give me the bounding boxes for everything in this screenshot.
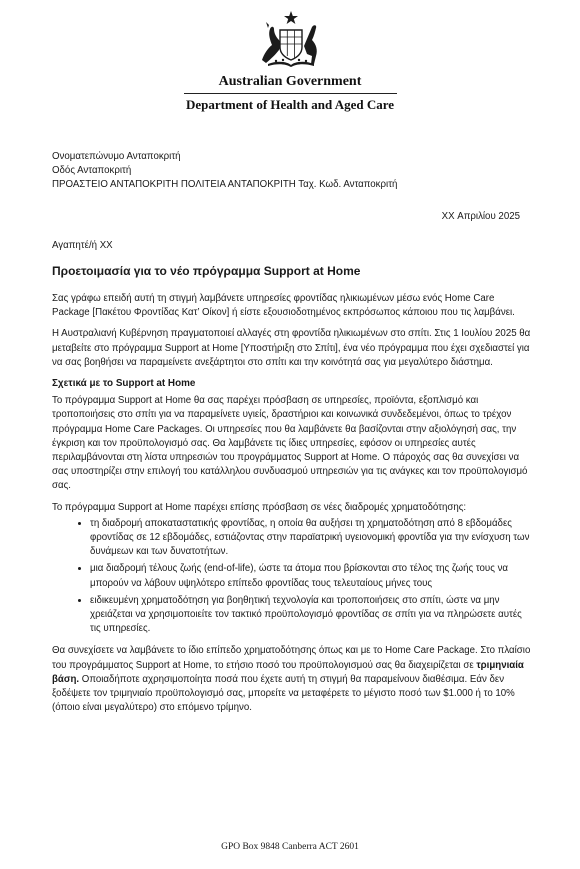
list-item: • τη διαδρομή αποκαταστατικής φροντίδας, η οποία θα αυξήσει τη χρηματοδότηση από 8 εβδομάδες φροντίδας σε 12 εβδομάδες, εστιάζοντας στην παραϊατρική υγειονομική φροντίδα για την ενίσχυση των δυνάμεων και των δυνατοτήτων. (90, 517, 534, 560)
paragraph-budget (52, 644, 534, 715)
salutation: Αγαπητέ/ή XX (52, 240, 113, 251)
list-item: • ειδικευμένη χρηματοδότηση για βοηθητική τεχνολογία και τροποποιήσεις στο σπίτι, ώστε να μην χρειάζεται να χρησιμοποιείτε τον τακτικό προϋπολογισμό φροντίδας σε σπίτι για να πληρώσετε αυτές τις υπηρεσίες. (90, 594, 534, 637)
list-item: • μια διαδρομή τέλους ζωής (end-of-life), ώστε τα άτομα που βρίσκονται στο τέλος της ζωής τους να μπορούν να λάβουν υψηλότερο επίπεδο φροντίδας τους τελευταίους μήνες τους (90, 562, 534, 590)
footer-address: GPO Box 9848 Canberra ACT 2601 (221, 842, 359, 852)
paragraph-about: Το πρόγραμμα Support at Home θα σας παρέχει πρόσβαση σε υπηρεσίες, προϊόντα, εξοπλισμό και τροποποιήσεις στο σπίτι για να παραμείνετε υγιείς, δραστήριοι και κοινωνικά συνδεδεμένοι, όπως το τρέχον πρόγραμμα Home Care Packages. Οι υπηρεσίες που θα λαμβάνετε θα βασίζονται στην αξιολόγησή σας, την έγκριση και τον προϋπολογισμό σας. Θα λαμβάνετε τις ίδιες υπηρεσίες, εφόσον οι υπηρεσίες αυτές περιλαμβάνονται στη λίστα υπηρεσιών του προγράμματος Support at Home. Ο πάροχός σας θα συνεχίσει να σας υποστηρίζει στην επιλογή του κατάλληλου συνδυασμού υπηρεσιών για τις ανάγκες και τον προϋπολογισμό σας. (52, 395, 528, 492)
department-name: Department of Health and Aged Care (185, 97, 395, 112)
paragraph-intro: Σας γράφω επειδή αυτή τη στιγμή λαμβάνετε υπηρεσίες φροντίδας ηλικιωμένων μέσω ενός Home Care Package [Πακέτου Φροντίδας Κατ’ Οίκον] ή είστε εξουσιοδοτημένος εκπρόσωπος κάποιου που τις λαμβάνει. (52, 293, 515, 319)
letter-subject: Προετοιμασία για το νέο πρόγραμμα Support at Home (52, 264, 361, 278)
letter-date: XX Απριλίου 2025 (441, 211, 520, 222)
letterhead-divider (184, 93, 397, 94)
budget-text-part2: Οποιαδήποτε αχρησιμοποίητα ποσά που έχετε αυτή τη στιγμή θα παραμείνουν διαθέσιμα. Εάν δεν ξοδέψετε τον τριμηνιαίο προϋπολογισμό σας, μπορείτε να μεταφέρετε το μέγιστο ποσό των $1.000 ή το 10% (όποιο είναι μεγαλύτερο) στο επόμενο τρίμηνο. (52, 673, 515, 714)
funding-pathways-list (52, 517, 534, 637)
recipient-address (52, 150, 534, 193)
letter-body (52, 292, 534, 722)
coat-of-arms-logo (254, 10, 328, 68)
paragraph-changes: Η Αυστραλιανή Κυβέρνηση πραγματοποιεί αλλαγές στη φροντίδα ηλικιωμένων στο σπίτι. Στις 1 Ιουλίου 2025 θα μεταβείτε στο πρόγραμμα Support at Home [Υποστήριξη στο Σπίτι], ένα νέο πρόγραμμα που έχει σχεδιαστεί για να σας βοηθήσει να παραμείνετε ανεξάρτητοι στο σπίτι και την κοινότητά σας για μεγαλύτερο διάστημα. (52, 328, 531, 368)
address-locality-line: ΠΡΟΑΣΤΕΙΟ ΑΝΤΑΠΟΚΡΙΤΗ ΠΟΛΙΤΕΙΑ ΑΝΤΑΠΟΚΡΙΤΗ Ταχ. Κωδ. Ανταποκριτή (52, 179, 398, 191)
paragraph-funding-intro: Το πρόγραμμα Support at Home παρέχει επίσης πρόσβαση σε νέες διαδρομές χρηματοδότησης: (52, 501, 467, 513)
section-heading-about: Σχετικά με το Support at Home (52, 378, 196, 390)
quarterly-basis-emphasis: τριμηνιαία βάση. (52, 659, 524, 685)
government-name: Australian Government (218, 74, 362, 89)
budget-text-part1: Θα συνεχίσετε να λαμβάνετε το ίδιο επίπεδο χρηματοδότησης όπως και με το Home Care Package. Στο πλαίσιο του προγράμματος Support at Home, το ετήσιο ποσό του προϋπολογισμού σας θα διαχειρίζεται σε (52, 645, 531, 671)
address-street-line: Οδός Ανταποκριτή (52, 165, 132, 177)
address-name-line: Ονοματεπώνυμο Ανταποκριτή (52, 151, 181, 162)
